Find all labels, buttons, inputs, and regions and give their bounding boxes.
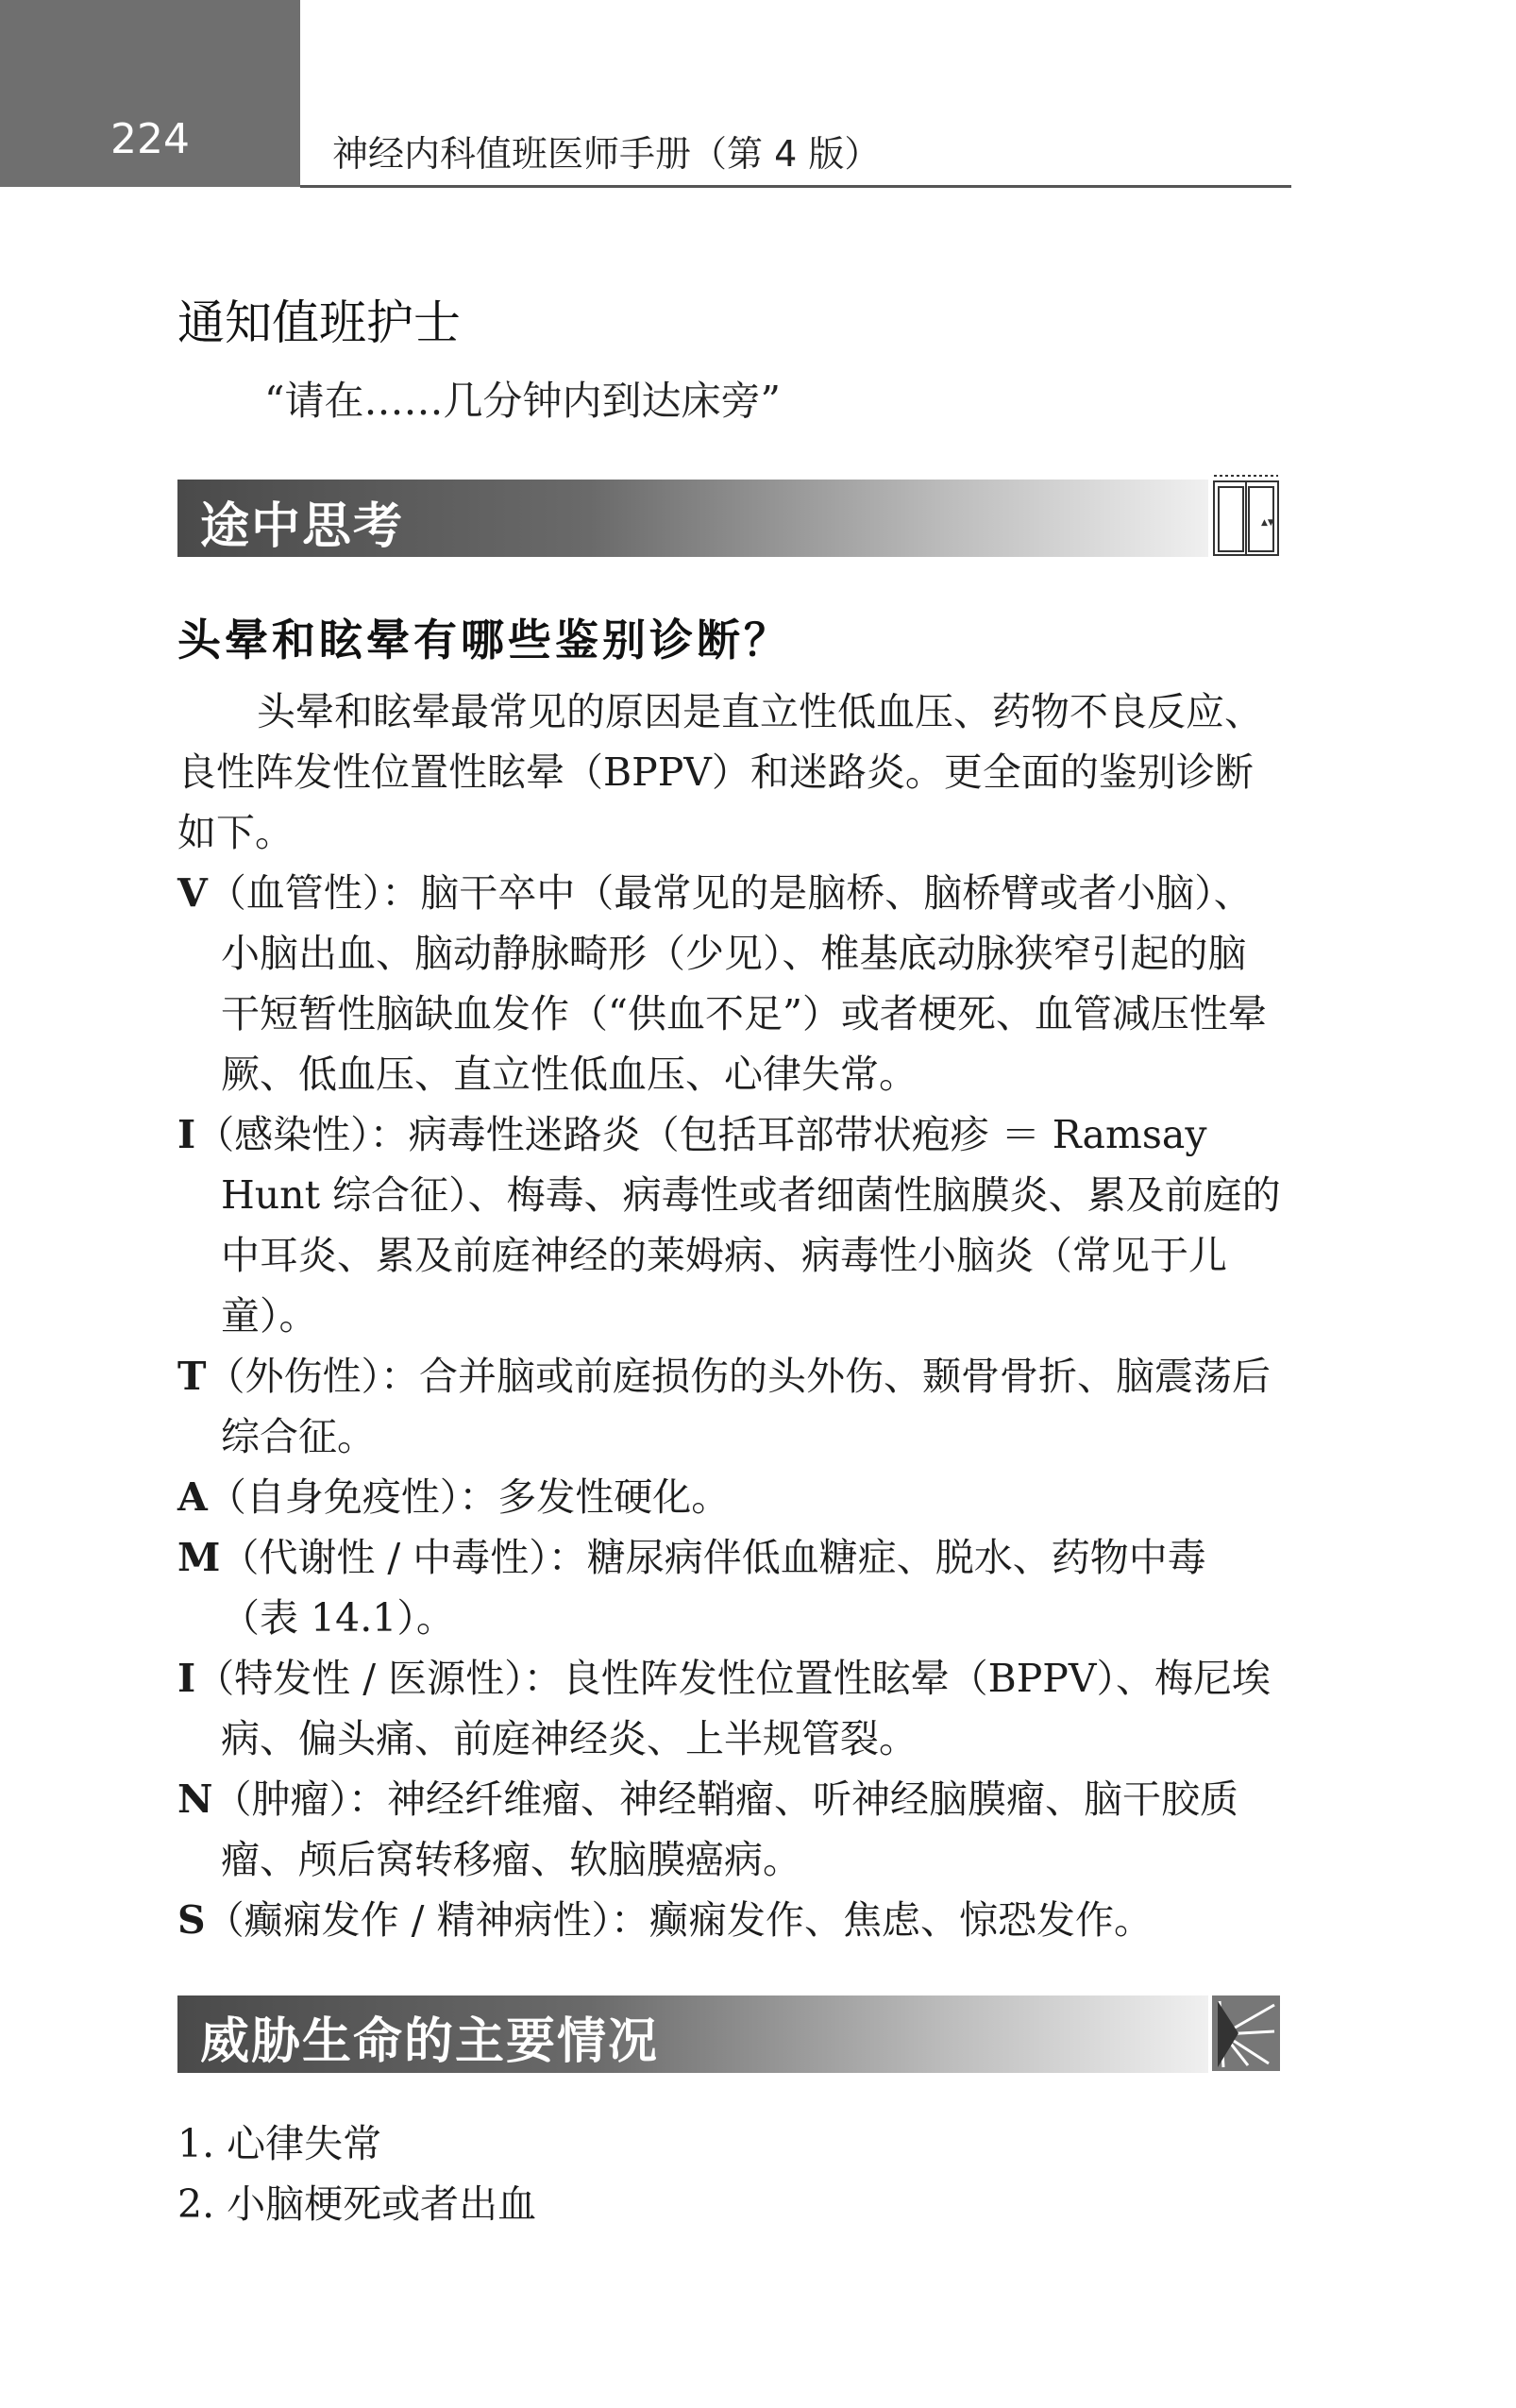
list-item bbox=[177, 863, 1282, 1104]
differential-diagnosis-heading: 头晕和眩晕有哪些鉴别诊断？ bbox=[177, 615, 791, 665]
intro-paragraph: 头晕和眩晕最常见的原因是直立性低血压、药物不良反应、良性阵发性位置性眩晕（BPPV）和迷路炎。更全面的鉴别诊断如下。 bbox=[177, 689, 1263, 855]
item-text: （特发性 / 医源性）：良性阵发性位置性眩晕（BPPV）、梅尼埃病、偏头痛、前庭神经炎、上半规管裂。 bbox=[195, 1656, 1271, 1761]
item-letter: S bbox=[177, 1897, 206, 1943]
list-item bbox=[177, 1890, 1282, 1950]
page-number: 224 bbox=[110, 115, 190, 163]
item-letter: M bbox=[177, 1535, 221, 1580]
item-letter: T bbox=[177, 1354, 207, 1399]
item-text: （癫痫发作 / 精神病性）：癫痫发作、焦虑、惊恐发作。 bbox=[205, 1897, 1153, 1943]
list-item bbox=[177, 1527, 1282, 1648]
list-item bbox=[177, 1346, 1282, 1467]
header-rule bbox=[300, 185, 1291, 188]
list-item bbox=[177, 1467, 1282, 1527]
section-title-threats: 威胁生命的主要情况 bbox=[200, 2012, 660, 2070]
item-letter: V bbox=[177, 870, 208, 916]
door-icon bbox=[1210, 466, 1282, 557]
item-text: （肿瘤）：神经纤维瘤、神经鞘瘤、听神经脑膜瘤、脑干胶质瘤、颅后窝转移瘤、软脑膜癌病。 bbox=[212, 1777, 1238, 1882]
item-text: （外伤性）：合并脑或前庭损伤的头外伤、颞骨骨折、脑震荡后综合征。 bbox=[206, 1354, 1272, 1459]
notify-heading: 通知值班护士 bbox=[177, 295, 461, 350]
list-item bbox=[177, 1769, 1282, 1890]
list-item bbox=[177, 1648, 1282, 1769]
item-text: （感染性）：病毒性迷路炎（包括耳部带状疱疹 ＝ Ramsay Hunt 综合征）、梅毒、病毒性或者细菌性脑膜炎、累及前庭的中耳炎、累及前庭神经的莱姆病、病毒性小脑炎（常见于儿童）。 bbox=[195, 1112, 1281, 1339]
threat-item: 1. 心律失常 bbox=[177, 2121, 382, 2166]
item-text: （自身免疫性）：多发性硬化。 bbox=[207, 1474, 731, 1520]
running-title: 神经内科值班医师手册（第 4 版） bbox=[332, 133, 881, 175]
item-text: （代谢性 / 中毒性）：糖尿病伴低血糖症、脱水、药物中毒（表 14.1）。 bbox=[220, 1535, 1206, 1641]
item-text: （血管性）：脑干卒中（最常见的是脑桥、脑桥臂或者小脑）、小脑出血、脑动静脉畸形（少见）、椎基底动脉狭窄引起的脑干短暂性脑缺血发作（“供血不足”）或者梗死、血管减压性晕厥、低血压、直立性低血压、心律失常。 bbox=[207, 870, 1267, 1097]
item-letter: A bbox=[177, 1474, 208, 1520]
item-letter: I bbox=[177, 1112, 196, 1157]
threat-item: 2. 小脑梗死或者出血 bbox=[177, 2181, 537, 2227]
lightning-icon bbox=[1210, 1982, 1282, 2073]
notify-quote: “请在……几分钟内到达床旁” bbox=[264, 378, 781, 424]
list-item bbox=[177, 1104, 1282, 1346]
svg-text:▲▼: ▲▼ bbox=[1261, 518, 1274, 528]
item-letter: I bbox=[177, 1656, 196, 1701]
section-title-thinking: 途中思考 bbox=[200, 497, 405, 555]
item-letter: N bbox=[177, 1777, 213, 1822]
